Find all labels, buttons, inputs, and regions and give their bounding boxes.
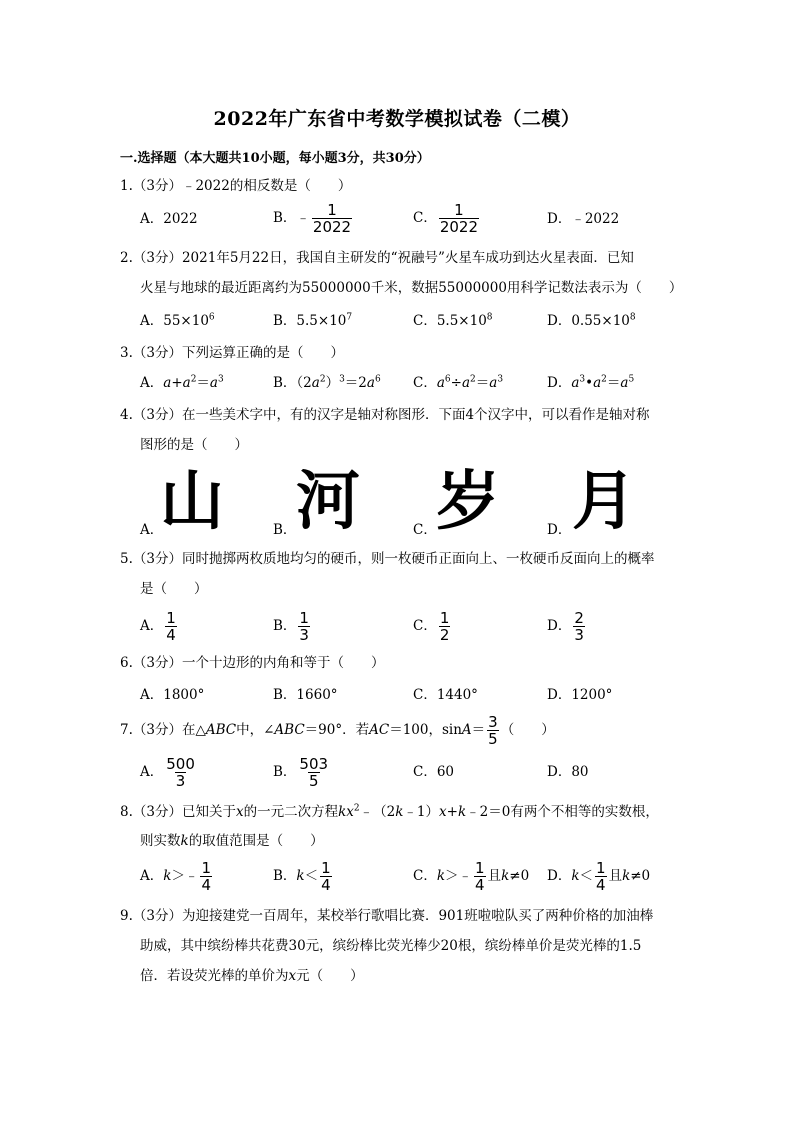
question-2-line2: 火星与地球的最近距离约为55000000千米，数据55000000用科学记数法表示为（ ） bbox=[140, 280, 683, 296]
q6-option-b: B．1660° bbox=[273, 687, 338, 703]
q2-option-b: B．$5.5\times 10^7$ bbox=[273, 312, 353, 329]
q4-char-he: 河 bbox=[296, 465, 360, 539]
q5-option-a: A． $\frac{1}{4}$ bbox=[140, 609, 176, 644]
q5-option-d: D． $\frac{2}{3}$ bbox=[547, 609, 584, 644]
question-9-line3: 倍．若设荧光棒的单价为x元（ ） bbox=[140, 968, 364, 984]
q2-option-d: D．$0.55\times 10^8$ bbox=[547, 312, 636, 329]
q3-option-d: D．$a^3•a^2=a^5$ bbox=[547, 374, 635, 391]
q8-option-a: A．k＞﹣ $\frac{1}{4}$ bbox=[140, 859, 211, 894]
question-4-line1: 4.（3分）在一些美术字中，有的汉字是轴对称图形．下面4个汉字中，可以看作是轴对称 bbox=[120, 407, 650, 423]
q4-option-b: B． bbox=[273, 522, 297, 538]
q4-option-a: A． bbox=[140, 522, 164, 538]
q4-char-sui: 岁 bbox=[436, 465, 500, 539]
q7-option-b: B． $\frac{503}{5}$ bbox=[273, 755, 329, 790]
question-1-stem: 1.（3分）﹣2022的相反数是（ ） bbox=[120, 178, 352, 194]
q1-option-d: D．﹣2022 bbox=[547, 211, 620, 227]
q6-option-a: A．1800° bbox=[140, 687, 205, 703]
q6-option-d: D．1200° bbox=[547, 687, 613, 703]
q4-char-yue: 月 bbox=[572, 465, 636, 539]
q2-option-c: C．$5.5\times 10^8$ bbox=[413, 312, 493, 329]
question-6-stem: 6.（3分）一个十边形的内角和等于（ ） bbox=[120, 655, 385, 671]
q5-option-c: C． $\frac{1}{2}$ bbox=[413, 609, 450, 644]
q4-option-d: D． bbox=[547, 522, 572, 538]
q7-option-a: A． $\frac{500}{3}$ bbox=[140, 755, 195, 790]
q7-option-c: C．60 bbox=[413, 764, 455, 780]
q6-option-c: C．1440° bbox=[413, 687, 478, 703]
question-9-line1: 9.（3分）为迎接建党一百周年，某校举行歌唱比赛．901班啦啦队买了两种价格的加油棒 bbox=[120, 908, 654, 924]
question-7-stem: 7.（3分）在△ABC中，∠ABC＝90°．若AC＝100，sinA＝ $\frac{3}{5}$ （ ） bbox=[120, 713, 555, 748]
q2-option-a: A．$55\times 10^6$ bbox=[140, 312, 215, 329]
question-8-line2: 则实数k的取值范围是（ ） bbox=[140, 833, 324, 849]
question-9-line2: 助威，其中缤纷棒共花费30元，缤纷棒比荧光棒少20根，缤纷棒单价是荧光棒的1.5 bbox=[140, 938, 642, 954]
q8-option-b: B．k＜ $\frac{1}{4}$ bbox=[273, 859, 331, 894]
q8-option-d: D．k＜ $\frac{1}{4}$ 且k≠0 bbox=[547, 859, 651, 894]
q1-option-b: B．﹣ $\frac{1}{2022}$ bbox=[273, 201, 352, 236]
q4-option-c: C． bbox=[413, 522, 437, 538]
question-4-line2: 图形的是（ ） bbox=[140, 437, 248, 453]
q5-option-b: B． $\frac{1}{3}$ bbox=[273, 609, 309, 644]
q7-option-d: D．80 bbox=[547, 764, 589, 780]
section-heading: 一.选择题（本大题共10小题，每小题3分，共30分） bbox=[120, 151, 430, 166]
question-5-line2: 是（ ） bbox=[140, 581, 208, 597]
q3-option-b: B．$(2a^2)^3=2a^6$ bbox=[273, 374, 381, 391]
q3-option-a: A．$a+a^2=a^3$ bbox=[140, 374, 224, 391]
question-3-stem: 3.（3分）下列运算正确的是（ ） bbox=[120, 345, 344, 361]
q1-option-a: A．2022 bbox=[140, 211, 198, 227]
page-title: 2022年广东省中考数学模拟试卷（二模） bbox=[213, 108, 581, 130]
q3-option-c: C．$a^6\div a^2=a^3$ bbox=[413, 374, 504, 391]
q1-option-c: C． $\frac{1}{2022}$ bbox=[413, 201, 479, 236]
question-5-line1: 5.（3分）同时抛掷两枚质地均匀的硬币，则一枚硬币正面向上、一枚硬币反面向上的概率 bbox=[120, 551, 655, 567]
q4-char-shan: 山 bbox=[160, 465, 224, 539]
q8-option-c: C．k＞﹣ $\frac{1}{4}$ 且k≠0 bbox=[413, 859, 530, 894]
question-8-line1: 8.（3分）已知关于x的一元二次方程$kx^2﹣(2k﹣1)x+k﹣2=0$有两个不相等的实数根， bbox=[120, 803, 659, 820]
question-2-line1: 2.（3分）2021年5月22日，我国自主研发的“祝融号”火星车成功到达火星表面．已知 bbox=[120, 250, 634, 266]
